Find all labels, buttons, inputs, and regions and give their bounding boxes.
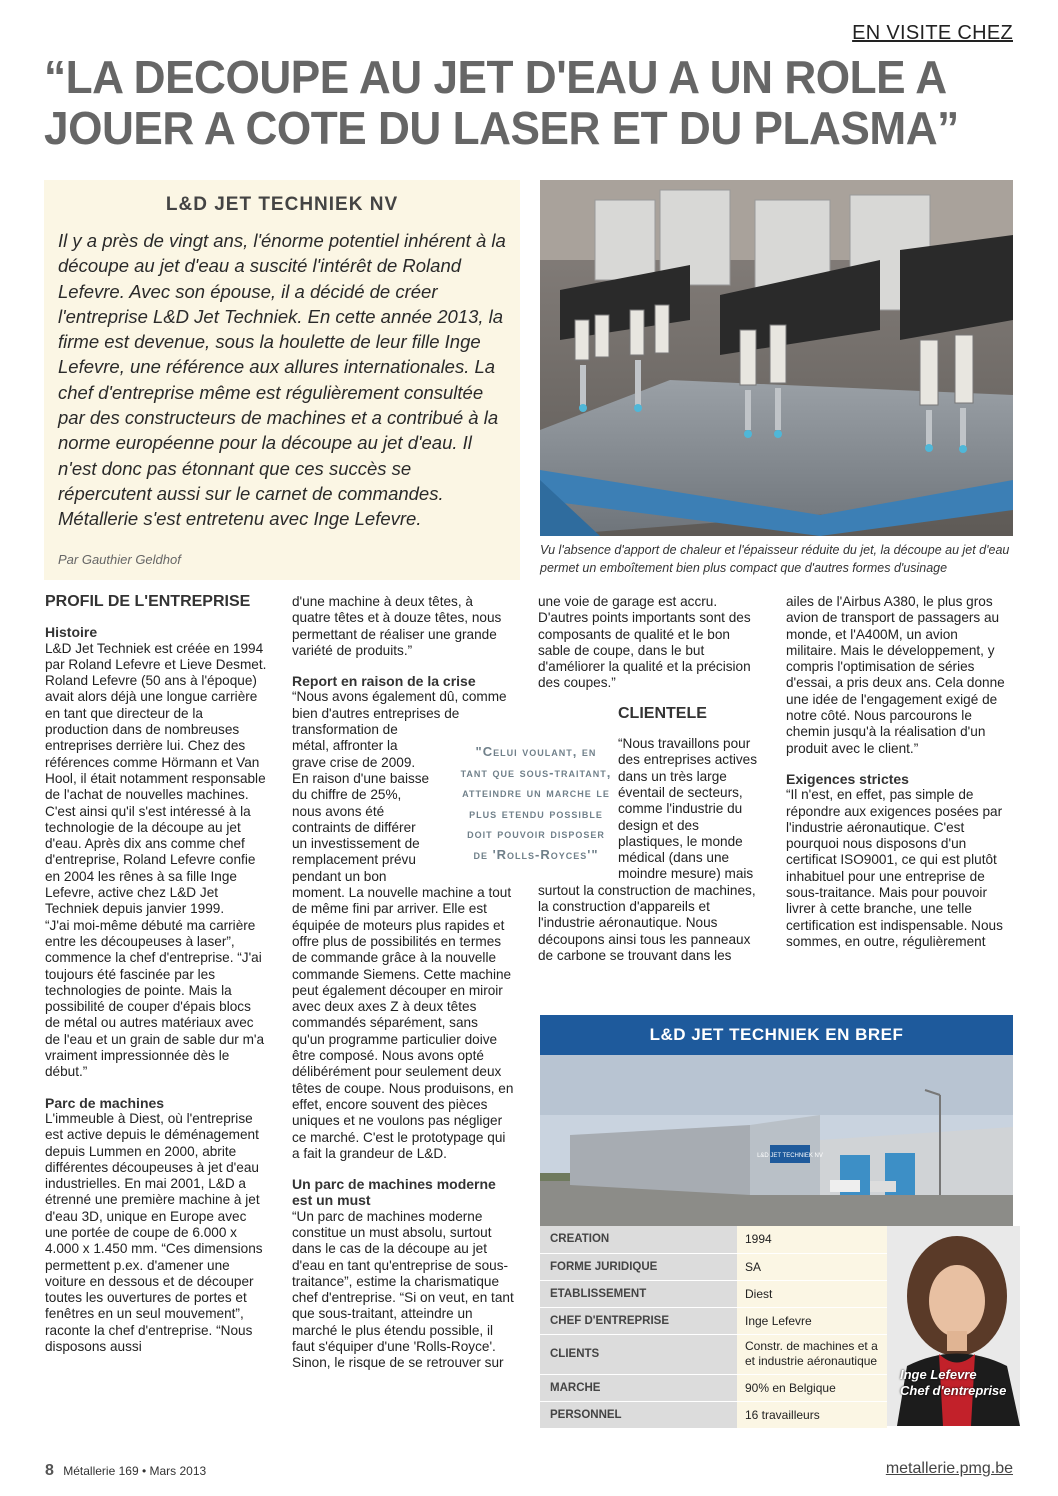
subheading-exigences: Exigences strictes (786, 770, 909, 787)
subheading-moderne: Un parc de machines moderne est un must (292, 1176, 496, 1209)
section-tag: EN VISITE CHEZ (852, 22, 1013, 44)
table-row: FORME JURIDIQUE SA (540, 1253, 887, 1280)
photo-caption: Vu l'absence d'apport de chaleur et l'épaisseur réduite du jet, la découpe au jet d'eau permet un emboîtement bien plus compact que d'autres formes d'usinage (540, 543, 1010, 575)
brief-table (540, 1226, 887, 1429)
intro-text: Il y a près de vingt ans, l'énorme potentiel inhérent à la découpe au jet d'eau a suscité l'intérêt de Roland Lefevre. Avec son épouse, il a décidé de créer l'entreprise L&D Jet Techniek. En cette année 2013, la firme est devenue, sous la houlette de leur fille Inge Lefevre, une référence aux allures internationales. La chef d'entreprise même est régulièrement consultée par des constructeurs de machines et a contribué à la norme européenne pour la découpe au jet d'eau. Il n'est donc pas étonnant que ces succès se répercutent aussi sur le carnet de commandes. Métallerie s'est entretenu avec Inge Lefevre. (58, 230, 506, 530)
subheading-histoire: Histoire (45, 624, 98, 641)
table-cell-line: et industrie aéronautique (745, 1354, 878, 1368)
building-illustration (540, 1055, 1013, 1226)
subheading-parc: Parc de machines (45, 1094, 165, 1111)
paragraph: L&D Jet Techniek est créée en 1994 par Roland Lefevre et Lieve Desmet. Roland Lefevre (50 ans à l'époque) avait alors déjà une longue carrière en tant que directeur de la production dans de nombreuses entreprises derrière lui. Chez des références comme Hörmann et Van Hool, il était notamment responsable de l'achat de nouvelles machines. C'est ainsi qu'il s'est intéressé à la technologie de la découpe au jet d'eau. Après dix ans comme chef d'entreprise, Roland Lefevre confie en 2004 les rênes à sa fille Inge Lefevre, active chez L&D Jet Techniek depuis janvier 1999. (45, 640, 267, 917)
waterjet-machine-illustration (540, 180, 1013, 536)
footer-left (45, 1462, 206, 1480)
intro-author: Par Gauthier Geldhof (58, 551, 181, 567)
table-cell-line: Constr. de machines et a (745, 1339, 878, 1353)
table-row: CLIENTS Constr. de machines et a et industrie aéronautique (540, 1334, 887, 1374)
paragraph: “Il n'est, en effet, pas simple de répondre aux exigences posées par l'industrie aéronautique. C'est pourquoi nous disposons d'un certificat ISO9001, ce qui est plutôt inhabituel pour une entreprise de sous-traitance. Mais pour pouvoir livrer à cette branche, une telle certification est indispensable. Nous sommes, en outre, régulièrement (786, 787, 1003, 949)
article-column-4 (786, 594, 1012, 950)
paragraph: ailes de l'Airbus A380, le plus gros avion de transport de passagers au monde, et l'A400M, un avion militaire. Mais le développement, y compris l'optimisation de séries d'essai, a pris deux ans. Cela donne une idée de l'engagement exigé de notre côté. Nous parcourons le chemin jusqu'à la réalisation d'un produit avec le client.” (786, 594, 1005, 756)
table-row: ETABLISSEMENT Diest (540, 1280, 887, 1307)
issue-info: Métallerie 169 • Mars 2013 (63, 1464, 207, 1478)
building-photo (540, 1055, 1013, 1226)
footer-site-link[interactable]: metallerie.pmg.be (885, 1460, 1013, 1477)
subheading-report: Report en raison de la crise (292, 673, 476, 690)
table-row: PERSONNEL 16 travailleurs (540, 1401, 887, 1428)
brief-title: L&D JET TECHNIEK EN BREF (540, 1015, 1013, 1055)
paragraph: L'immeuble à Diest, où l'entreprise est active depuis le déménagement depuis Lummen en 2000, abrite différentes découpeuses à jet d'eau industrielles. En mai 2001, L&D a étrenné une première machine à jet d'eau 3D, unique en Europe avec une portée de coupe de 6.000 x 4.000 x 1.450 mm. “Ces dimensions permettent p.ex. d'amener une voiture en dessous et de découper toutes les ouvertures de portes et fenêtres en un seul mouvement”, raconte la chef d'entreprise. “Nous disposons aussi (45, 1110, 263, 1355)
paragraph: une voie de garage est accru. D'autres points importants sont des composants de qualité et le bon sable de coupe, dans le but d'améliorer la qualité et la précision des coupes.” (538, 594, 751, 691)
portrait-role: Chef d'entreprise (900, 1383, 1007, 1398)
building-sign: L&D JET TECHNIEK NV (757, 1153, 823, 1159)
paragraph: d'une machine à deux têtes, à quatre têtes et à douze têtes, nous permettant de réaliser une grande variété de produits.” (292, 594, 502, 658)
paragraph: “Un parc de machines moderne constitue un must absolu, surtout dans le cas de la découpe au jet d'eau en tant qu'entreprise de sous-traitance”, estime la charismatique chef d'entreprise. “Si on veut, en tant que sous-traitant, atteindre un marché le plus étendu possible, il faut s'équiper d'une 'Rolls-Royce'. Sinon, le risque de se retrouver sur (292, 1208, 514, 1371)
intro-box (44, 180, 520, 580)
paragraph: “Nous travaillons pour des entreprises actives dans un très large éventail de secteurs, comme l'industrie du design et des plastiques, le monde médical (dans une moindre mesure) mais surtout la construction de machines, la construction d'appareils et l'industrie aéronautique. Nous découpons ainsi tous les panneaux de carbone se trouvant dans les (538, 736, 758, 963)
paragraph: “Nous avons également dû, comme bien d'autres entreprises de transformation de métal, affronter la grave crise de 2009. En raison d'une baisse du chiffre de 25%, nous avons été contraints de différer un investissement de remplacement prévu pendant un bon moment. La nouvelle machine a tout de même fini par arriver. Elle est équipée de moteurs plus rapides et offre plus de possibilités en termes de commande grâce à la nouvelle commande Siemens. Cette machine peut également découper en miroir avec deux axes Z à deux têtes commandés séparément, sans qu'un programme particulier doive être composé. Nous avons opté délibérément pour seulement deux têtes de coupe. Nous produisons, en effet, encore souvent des pièces uniques et ne voulons pas négliger ce marché. C'est le prototypage qui a fait la grandeur de L&D. (292, 689, 514, 1161)
portrait-caption (900, 1367, 1006, 1399)
intro-title: L&D JET TECHNIEK NV (165, 194, 399, 215)
portrait-name: Inge Lefevre (900, 1367, 977, 1382)
section-heading: PROFIL DE L'ENTREPRISE (45, 593, 251, 610)
pull-quote: "Celui voulant, en tant que sous-traitant, atteindre un marche le plus etendu possible doit pouvoir disposer de 'Rolls-Royces'" (460, 740, 612, 867)
table-row: CREATION 1994 (540, 1226, 887, 1253)
page-headline: “LA DECOUPE AU JET D'EAU A UN ROLE A JOUER A COTE DU LASER ET DU PLASMA” (44, 51, 959, 154)
table-row: MARCHE 90% en Belgique (540, 1374, 887, 1401)
article-column-1 (45, 594, 267, 1355)
brief-box (540, 1015, 1013, 1422)
waterjet-machine-photo (540, 180, 1013, 536)
subheading-clientele: CLIENTELE (618, 704, 707, 722)
table-row: CHEF D'ENTREPRISE Inge Lefevre (540, 1307, 887, 1334)
paragraph: “J'ai moi-même débuté ma carrière entre les découpeuses à laser”, commence la chef d'entreprise. “J'ai toujours été fascinée par les technologies de pointe. Mais la possibilité de couper d'épais blocs de métal ou autres matériaux avec de l'eau et un grain de sable dur m'a vraiment impressionnée dès le début.” (45, 917, 265, 1080)
page-number: 8 (45, 1462, 54, 1479)
article-column-2 (292, 594, 514, 1372)
